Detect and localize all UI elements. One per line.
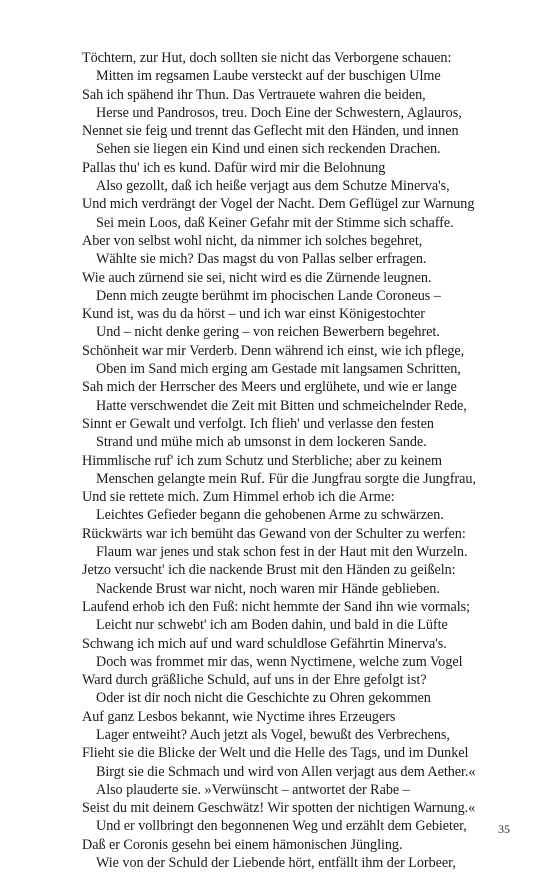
verse-line: Leichtes Gefieder begann die gehobenen Arme zu schwärzen.: [96, 507, 444, 524]
verse-line: Sah ich spähend ihr Thun. Das Vertrauete wahren die beiden,: [82, 86, 426, 103]
verse-line: Sah mich der Herrscher des Meers und erglühete, und wie er lange: [82, 379, 457, 396]
poem-text: [82, 49, 512, 872]
verse-line: Leicht nur schwebt' ich am Boden dahin, und bald in die Lüfte: [96, 617, 448, 634]
verse-line: Doch was frommet mir das, wenn Nyctimene, welche zum Vogel: [96, 653, 463, 670]
verse-line: Und – nicht denke gering – von reichen Bewerbern begehret.: [96, 324, 440, 341]
verse-line: Wie von der Schuld der Liebende hört, entfällt ihm der Lorbeer,: [96, 855, 456, 872]
verse-line: Lager entweiht? Auch jetzt als Vogel, bewußt des Verbrechens,: [96, 726, 450, 743]
verse-line: Also plauderte sie. »Verwünscht – antwortet der Rabe –: [96, 781, 410, 798]
verse-line: Strand und mühe mich ab umsonst in dem lockeren Sande.: [96, 434, 427, 451]
verse-line: Kund ist, was du da hörst – und ich war einst Königestochter: [82, 306, 425, 323]
page-number: 35: [498, 822, 510, 836]
verse-line: Töchtern, zur Hut, doch sollten sie nicht das Verborgene schauen:: [82, 50, 452, 66]
verse-line: Nackende Brust war nicht, noch waren mir Hände geblieben.: [96, 580, 440, 597]
verse-line: Mitten im regsamen Laube versteckt auf der buschigen Ulme: [96, 68, 441, 85]
verse-line: Wählte sie mich? Das magst du von Pallas selber erfragen.: [96, 251, 427, 268]
verse-line: Daß er Coronis gesehn bei einem hämonischen Jüngling.: [82, 836, 403, 853]
verse-line: Sinnt er Gewalt und verfolgt. Ich flieh' und verlasse den festen: [82, 415, 434, 432]
verse-line: Auf ganz Lesbos bekannt, wie Nyctime ihres Erzeugers: [82, 708, 396, 725]
verse-line: Wie auch zürnend sie sei, nicht wird es die Zürnende leugnen.: [82, 269, 432, 286]
verse-line: Denn mich zeugte berühmt im phocischen Lande Coroneus –: [96, 287, 441, 304]
verse-line: Herse und Pandrosos, treu. Doch Eine der Schwestern, Aglauros,: [96, 104, 462, 121]
verse-line: Birgt sie die Schmach und wird von Allen verjagt aus dem Aether.«: [96, 763, 476, 780]
verse-line: Menschen gelangte mein Ruf. Für die Jungfrau sorgte die Jungfrau,: [96, 470, 476, 487]
verse-line: Jetzo versucht' ich die nackende Brust mit den Händen zu geißeln:: [82, 562, 456, 579]
verse-line: Und mich verdrängt der Vogel der Nacht. Dem Geflügel zur Warnung: [82, 196, 475, 213]
verse-line: Schwang ich mich auf und ward schuldlose Gefährtin Minerva's.: [82, 635, 447, 652]
verse-line: Schönheit war mir Verderb. Denn während ich einst, wie ich pflege,: [82, 342, 465, 359]
verse-line: Flaum war jenes und stak schon fest in der Haut mit den Wurzeln.: [96, 544, 468, 561]
verse-line: Rückwärts war ich bemüht das Gewand von der Schulter zu werfen:: [82, 525, 466, 542]
verse-line: Oben im Sand mich erging am Gestade mit langsamen Schritten,: [96, 361, 461, 378]
verse-line: Sehen sie liegen ein Kind und einen sich reckenden Drachen.: [96, 141, 441, 158]
verse-line: Pallas thu' ich es kund. Dafür wird mir die Belohnung: [82, 159, 386, 176]
verse-line: Sei mein Loos, daß Keiner Gefahr mit der Stimme sich schaffe.: [96, 214, 454, 231]
verse-line: Himmlische ruf' ich zum Schutz und Sterbliche; aber zu keinem: [82, 452, 442, 469]
verse-line: Hatte verschwendet die Zeit mit Bitten und schmeichelnder Rede,: [96, 397, 467, 414]
verse-line: Nennet sie feig und trennt das Geflecht mit den Händen, und innen: [82, 123, 459, 140]
verse-line: Seist du mit deinem Geschwätz! Wir spotten der nichtigen Warnung.«: [82, 800, 476, 817]
verse-line: Flieht sie die Blicke der Welt und die Helle des Tags, und im Dunkel: [82, 745, 469, 762]
verse-line: Ward durch gräßliche Schuld, auf uns in der Ehre gefolgt ist?: [82, 672, 427, 689]
verse-line: Laufend erhob ich den Fuß: nicht hemmte der Sand ihn wie vormals;: [82, 598, 470, 615]
verse-line: Aber von selbst wohl nicht, da nimmer ich solches begehret,: [82, 232, 423, 249]
verse-line: Und er vollbringt den begonnenen Weg und erzählt dem Gebieter,: [96, 818, 467, 835]
verse-line: Also gezollt, daß ich heiße verjagt aus dem Schutze Minerva's,: [96, 178, 450, 195]
verse-line: Und sie rettete mich. Zum Himmel erhob ich die Arme:: [82, 489, 395, 506]
verse-line: Oder ist dir noch nicht die Geschichte zu Ohren gekommen: [96, 690, 431, 707]
